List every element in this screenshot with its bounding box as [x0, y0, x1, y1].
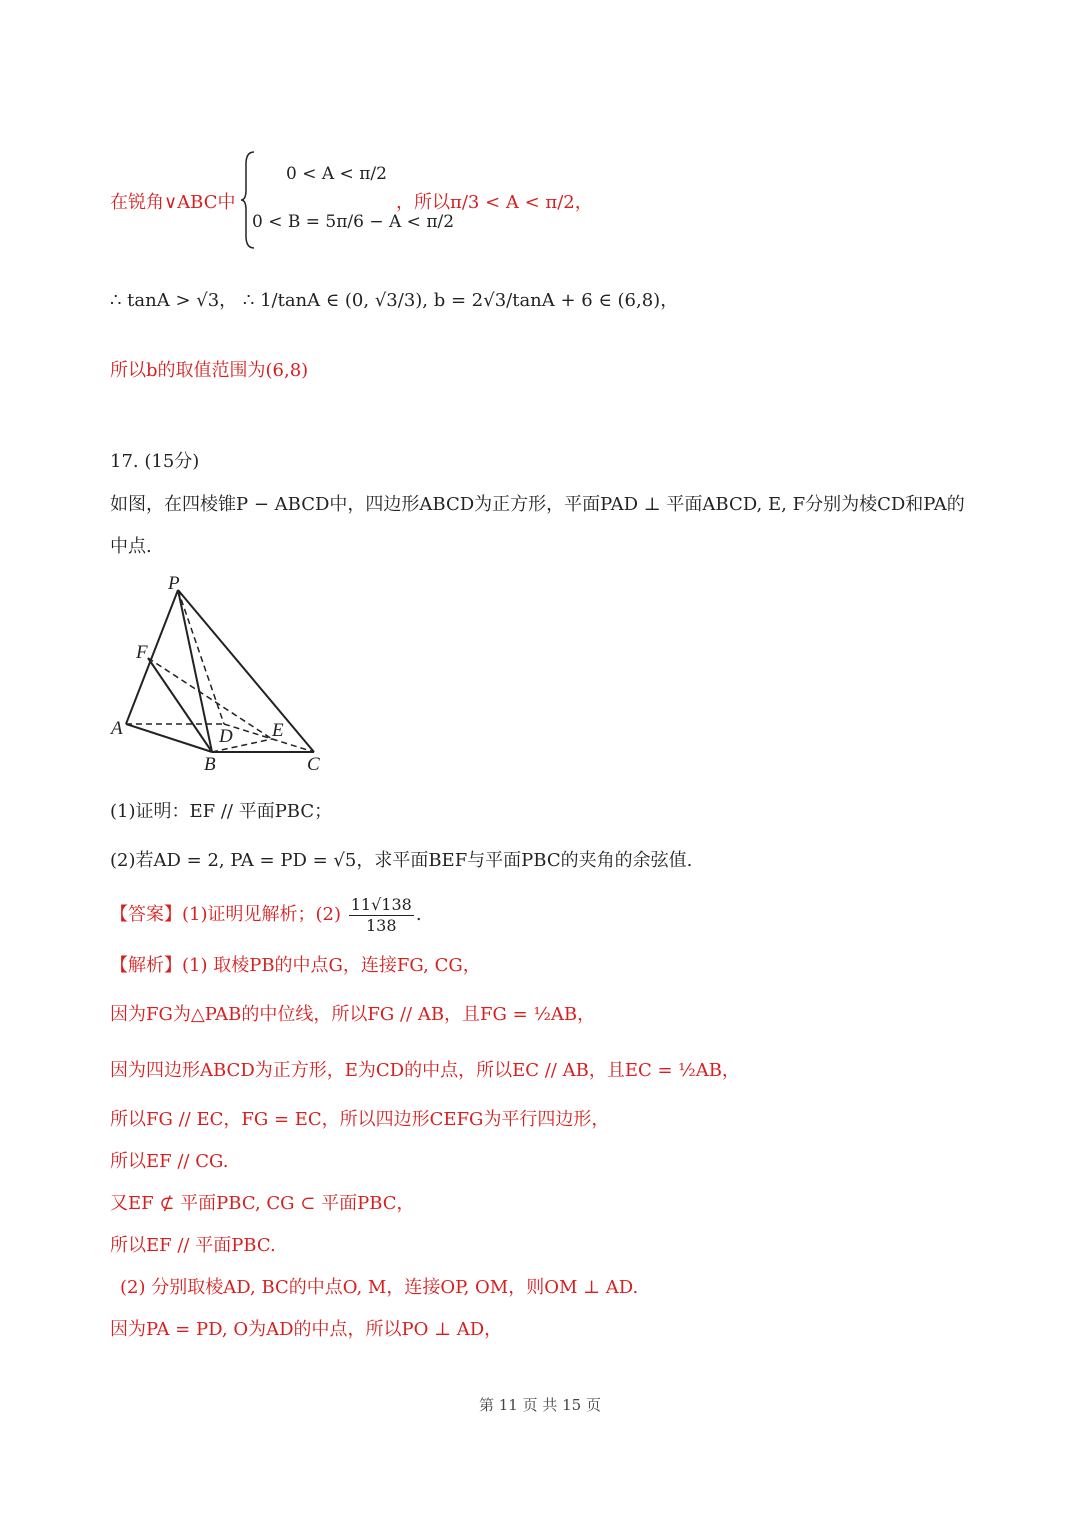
label-B: B: [204, 754, 216, 775]
answer-part-2-prefix: (2): [315, 904, 341, 925]
pyramid-figure: [100, 570, 340, 780]
label-C: C: [307, 754, 320, 775]
label-P: P: [168, 573, 180, 594]
analysis-line-6: 又EF ⊄ 平面PBC, CG ⊂ 平面PBC，: [110, 1193, 415, 1214]
analysis-line-2: 因为FG为△PAB的中位线，所以FG // AB，且FG = ½AB，: [110, 1004, 596, 1025]
page-footer: 第 11 页 共 15 页: [478, 1396, 601, 1414]
edge-PC: [178, 590, 314, 752]
analysis-tag: 【解析】: [110, 955, 182, 976]
answer-cosine-fraction: [349, 895, 414, 936]
label-A: A: [111, 718, 123, 739]
label-D: D: [219, 726, 233, 747]
analysis-step-1: (1) 取棱PB的中点G，连接FG, CG，: [182, 955, 481, 976]
question-17-stem-line-2: 中点.: [110, 536, 152, 557]
label-F: F: [136, 642, 148, 663]
answer-fraction-denominator: 138: [366, 915, 397, 935]
answer-end: .: [415, 904, 422, 925]
tan-inequality-line: ∴ tanA > √3， ∴ 1/tanA ∈ (0, √3/3), b = 2√3/tanA + 6 ∈ (6,8)，: [110, 290, 679, 311]
edge-DC: [224, 724, 314, 752]
answer-line: [110, 890, 422, 940]
answer-part-1: (1)证明见解析；: [182, 904, 316, 925]
answer-tag: 【答案】: [110, 904, 182, 925]
edge-PA: [126, 590, 178, 724]
analysis-line-4: 所以FG // EC，FG = EC，所以四边形CEFG为平行四边形，: [110, 1109, 610, 1130]
question-17-header: 17. (15分): [110, 451, 200, 472]
answer-fraction-numerator: 11√138: [350, 894, 412, 914]
range-of-A: ，所以π/3 < A < π/2，: [396, 192, 593, 213]
analysis-line-8: (2) 分别取棱AD, BC的中点O, M，连接OP, OM，则OM ⊥ AD.: [120, 1277, 639, 1298]
sub-question-2: (2)若AD = 2, PA = PD = √5，求平面BEF与平面PBC的夹角的余弦值.: [110, 850, 693, 871]
system-brace: [240, 150, 260, 250]
b-range-conclusion: 所以b的取值范围为(6,8): [110, 360, 309, 381]
analysis-line-7: 所以EF // 平面PBC.: [110, 1235, 276, 1256]
edge-AB: [126, 724, 212, 752]
case-line-1: 0 < A < π/2: [286, 164, 387, 184]
segment-FE: [148, 658, 272, 739]
analysis-line-3: 因为四边形ABCD为正方形，E为CD的中点，所以EC // AB，且EC = ½AB，: [110, 1060, 740, 1081]
analysis-line-1: [110, 951, 481, 977]
label-E: E: [272, 720, 284, 741]
analysis-line-9: 因为PA = PD, O为AD的中点，所以PO ⊥ AD，: [110, 1319, 503, 1340]
case-line-2: 0 < B = 5π/6 − A < π/2: [252, 212, 455, 232]
question-17-stem-line-1: 如图，在四棱锥P − ABCD中，四边形ABCD为正方形，平面PAD ⊥ 平面ABCD, E, F分别为棱CD和PA的: [110, 494, 965, 515]
analysis-line-5: 所以EF // CG.: [110, 1151, 229, 1172]
sub-question-1: (1)证明：EF // 平面PBC；: [110, 801, 333, 822]
acute-triangle-prefix: 在锐角∨ABC中: [110, 192, 236, 213]
